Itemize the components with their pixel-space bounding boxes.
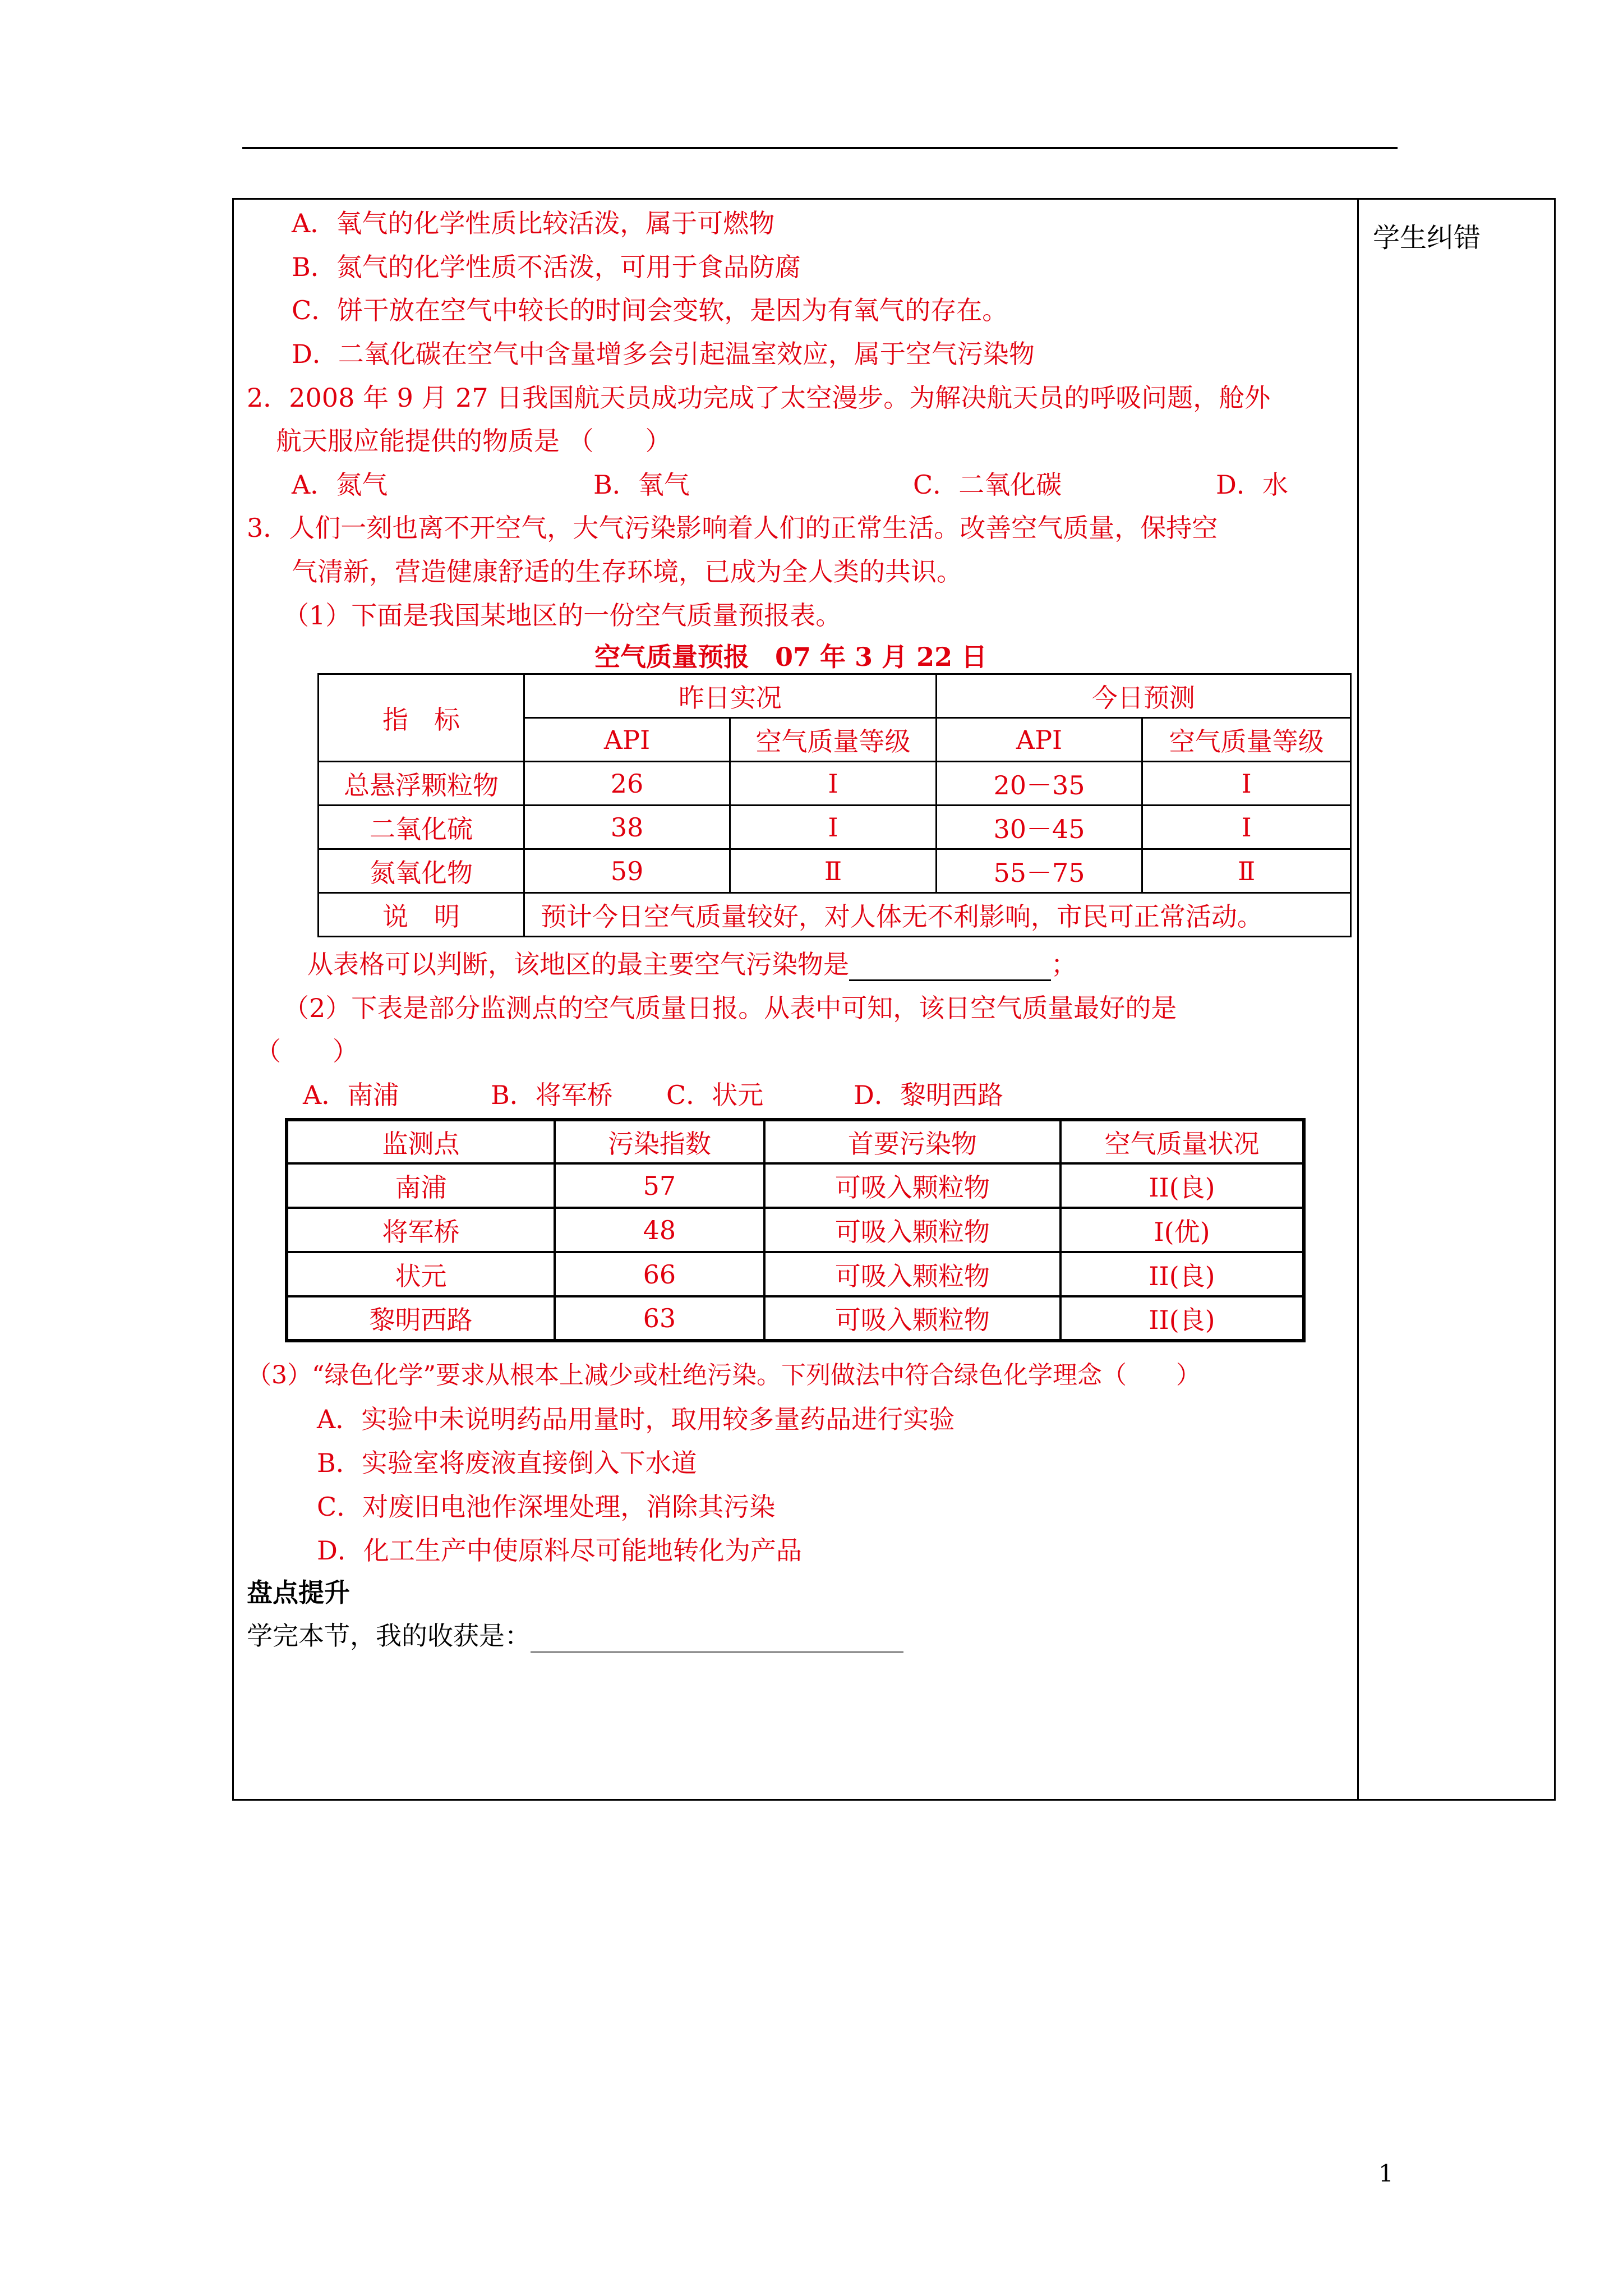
monitor-cell: 状元 [287, 1252, 555, 1296]
table-row [287, 1296, 1304, 1341]
q1-option-b: B．氮气的化学性质不活泼，可用于食品防腐 [292, 252, 801, 282]
forecast-cell: 20－35 [936, 762, 1142, 806]
q1-option-d: D．二氧化碳在空气中含量增多会引起温室效应，属于空气污染物 [292, 339, 1035, 369]
header-rule [242, 147, 1398, 149]
monitor-header-index: 污染指数 [555, 1120, 764, 1163]
forecast-cell: 26 [524, 762, 730, 806]
forecast-cell: Ⅰ [730, 762, 937, 806]
monitor-cell: 可吸入颗粒物 [764, 1163, 1061, 1208]
sidebar-label: 学生纠错 [1373, 222, 1481, 254]
table-row [319, 849, 1351, 893]
monitor-cell: II(良) [1061, 1163, 1304, 1208]
table-row [287, 1208, 1304, 1252]
forecast-header-api: API [936, 718, 1142, 762]
monitor-cell: 可吸入颗粒物 [764, 1296, 1061, 1341]
q1-option-c: C．饼干放在空气中较长的时间会变软，是因为有氧气的存在。 [292, 295, 1008, 325]
forecast-cell: 38 [524, 806, 730, 849]
monitor-cell: 66 [555, 1252, 764, 1296]
q3-part1: （1）下面是我国某地区的一份空气质量预报表。 [283, 600, 842, 631]
forecast-cell: Ⅱ [1142, 849, 1351, 893]
table-row [287, 1163, 1304, 1208]
q2-option-a: A．氮气 [292, 470, 388, 500]
forecast-cell: Ⅰ [1142, 806, 1351, 849]
q3-stem-line1: 3．人们一刻也离不开空气，大气污染影响着人们的正常生活。改善空气质量，保持空 [247, 513, 1218, 543]
forecast-cell: 氮氧化物 [319, 849, 524, 893]
monitor-cell: 将军桥 [287, 1208, 555, 1252]
forecast-cell: 55－75 [936, 849, 1142, 893]
forecast-cell: Ⅰ [730, 806, 937, 849]
monitor-cell: 黎明西路 [287, 1296, 555, 1341]
monitor-header-site: 监测点 [287, 1120, 555, 1163]
monitor-cell: II(良) [1061, 1252, 1304, 1296]
q3-part2-option-b: B．将军桥 [491, 1080, 613, 1110]
page-number: 1 [1378, 2160, 1394, 2187]
forecast-header-yesterday: 昨日实况 [524, 674, 936, 718]
monitor-header-pollutant: 首要污染物 [764, 1120, 1061, 1163]
q2-option-d: D．水 [1216, 470, 1288, 500]
q3-part3-option-c: C．对废旧电池作深埋处理，消除其污染 [317, 1492, 776, 1522]
forecast-note-label: 说 明 [319, 893, 524, 937]
forecast-cell: Ⅰ [1142, 762, 1351, 806]
forecast-cell: Ⅱ [730, 849, 937, 893]
q3-part3: （3）“绿色化学”要求从根本上减少或杜绝污染。下列做法中符合绿色化学理念（ ） [247, 1361, 1201, 1389]
forecast-title: 空气质量预报 07 年 3 月 22 日 [594, 642, 988, 672]
forecast-note-text: 预计今日空气质量较好，对人体无不利影响，市民可正常活动。 [524, 893, 1350, 937]
forecast-table [317, 673, 1352, 937]
monitor-header-quality: 空气质量状况 [1061, 1120, 1304, 1163]
review-answer-field[interactable] [531, 1626, 903, 1653]
forecast-cell: 二氧化硫 [319, 806, 524, 849]
table-row [319, 762, 1351, 806]
forecast-header-grade: 空气质量等级 [1142, 718, 1351, 762]
q3-part3-option-d: D．化工生产中使原料尽可能地转化为产品 [317, 1535, 802, 1566]
monitor-cell: 南浦 [287, 1163, 555, 1208]
monitor-cell: 48 [555, 1208, 764, 1252]
forecast-cell: 总悬浮颗粒物 [319, 762, 524, 806]
monitor-cell: 57 [555, 1163, 764, 1208]
q3-part3-option-b: B．实验室将废液直接倒入下水道 [317, 1448, 697, 1478]
q3-part2-line2: （ ） [255, 1036, 358, 1066]
forecast-header-grade: 空气质量等级 [730, 718, 937, 762]
q2-option-b: B．氧气 [593, 470, 690, 500]
review-prompt: 学完本节，我的收获是： [247, 1621, 531, 1651]
monitor-cell: I(优) [1061, 1208, 1304, 1252]
q3-part2-line1: （2）下表是部分监测点的空气质量日报。从表中可知，该日空气质量最好的是 [283, 993, 1177, 1023]
table-row [319, 806, 1351, 849]
q3-part2-option-c: C．状元 [666, 1080, 764, 1110]
forecast-cell: 59 [524, 849, 730, 893]
q3-part2-option-a: A．南浦 [303, 1080, 399, 1110]
judge-text: 从表格可以判断，该地区的最主要空气污染物是 [307, 949, 849, 979]
monitor-cell: II(良) [1061, 1296, 1304, 1341]
forecast-cell: 30－45 [936, 806, 1142, 849]
q1-option-a: A．氧气的化学性质比较活泼，属于可燃物 [292, 208, 775, 238]
review-heading: 盘点提升 [247, 1577, 350, 1608]
q3-part2-option-d: D．黎明西路 [854, 1080, 1003, 1110]
q2-stem-line2: 航天服应能提供的物质是 （ ） [276, 426, 671, 456]
forecast-header-api: API [524, 718, 730, 762]
forecast-header-today: 今日预测 [936, 674, 1350, 718]
judge-end: ； [1051, 949, 1077, 979]
monitor-cell: 可吸入颗粒物 [764, 1208, 1061, 1252]
forecast-header-indicator: 指 标 [319, 674, 524, 762]
monitor-cell: 可吸入颗粒物 [764, 1252, 1061, 1296]
monitor-table [285, 1118, 1306, 1342]
q3-part3-option-a: A．实验中未说明药品用量时，取用较多量药品进行实验 [317, 1404, 955, 1434]
answer-blank[interactable] [849, 954, 1051, 981]
review-line [247, 1616, 903, 1653]
q2-option-c: C．二氧化碳 [913, 470, 1062, 500]
judge-line [307, 944, 1077, 981]
q2-stem-line1: 2．2008 年 9 月 27 日我国航天员成功完成了太空漫步。为解决航天员的呼吸问题，舱外 [247, 383, 1271, 413]
q3-stem-line2: 气清新，营造健康舒适的生存环境，已成为全人类的共识。 [292, 556, 962, 587]
column-divider [1357, 198, 1359, 1801]
monitor-cell: 63 [555, 1296, 764, 1341]
table-row [287, 1252, 1304, 1296]
